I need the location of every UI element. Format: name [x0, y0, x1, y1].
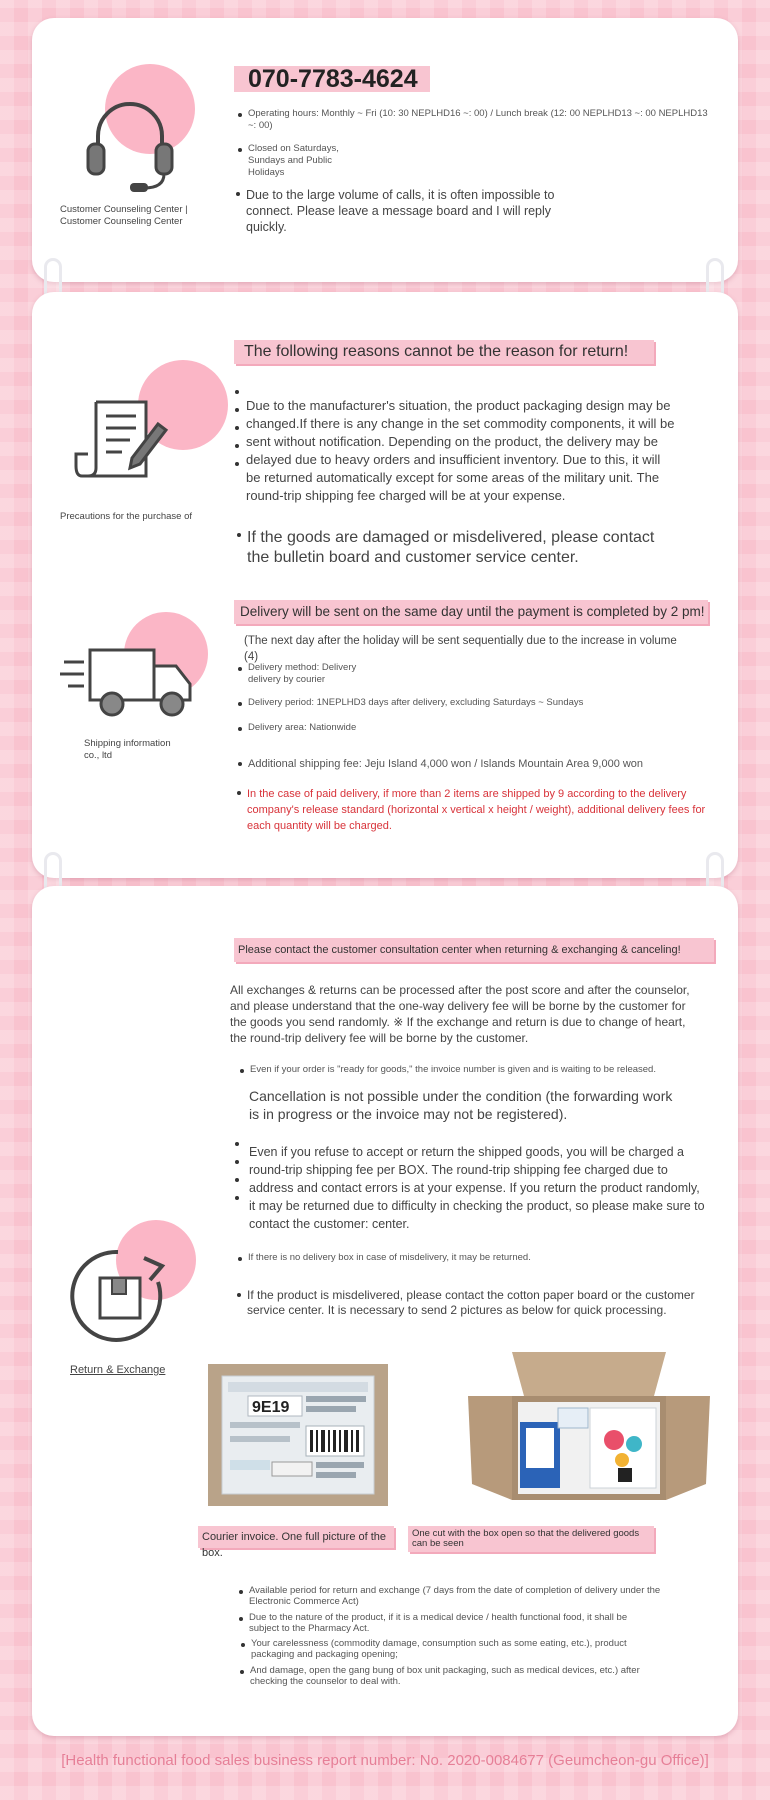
bullet-column [235, 390, 239, 480]
return-period: Available period for return and exchange (7 days from the date of completion of delivery under the Electronic Commerce Act) [249, 1585, 669, 1607]
delivery-period: Delivery period: 1NEPLHD3 days after delivery, excluding Saturdays ~ Sundays [248, 697, 688, 709]
returns-intro: All exchanges & returns can be processed after the post score and after the counselor, and please understand that the one-way delivery fee will be borne by the customer for the goods you send randomly. ※ If the exchange and return is due to change of heart, the round-trip delivery fee will be borne by the customer. [230, 983, 690, 1045]
truck-icon [60, 644, 200, 720]
shipping-heading: Delivery will be sent on the same day until the payment is completed by 2 pm! [234, 600, 708, 624]
counseling-caption: Customer Counseling Center | Customer Counseling Center [60, 204, 188, 227]
precautions-caption: Precautions for the purchase of [60, 511, 193, 522]
carelessness-note: Your carelessness (commodity damage, consumption such as some eating, etc.), product packaging and packaging opening; [251, 1638, 641, 1660]
ready-note: Even if your order is "ready for goods," the invoice number is given and is waiting to be released. [250, 1064, 710, 1076]
photo2-caption: One cut with the box open so that the delivered goods can be seen [408, 1526, 654, 1552]
manufacturer-note: Due to the manufacturer's situation, the product packaging design may be changed.If there is any change in the set commodity components, it will be sent without notification. Depending on the product, the delivery may be delayed due to heavy orders and insufficient inventory. Due to this, it will be returned automatically except for some areas of the military unit. The round-trip shipping fee charged will be at your expense. [246, 398, 675, 503]
no-box-note: If there is no delivery box in case of misdelivery, it may be returned. [248, 1252, 688, 1264]
call-volume-note: Due to the large volume of calls, it is often impossible to connect. Please leave a message board and I will reply quickly. [246, 187, 586, 235]
phone-number: 070-7783-4624 [234, 66, 430, 92]
holiday-note: (The next day after the holiday will be sent sequentially due to the increase in volume (4) [244, 635, 677, 663]
document-pen-icon [74, 396, 174, 486]
delivery-method: Delivery method: Delivery delivery by courier [248, 662, 357, 685]
additional-fee: Additional shipping fee: Jeju Island 4,000 won / Islands Mountain Area 9,000 won [248, 757, 688, 771]
business-report-footer: [Health functional food sales business report number: No. 2020-0084677 (Geumcheon-gu Office)] [61, 1752, 709, 1769]
medical-note: Due to the nature of the product, if it is a medical device / health functional food, it shall be subject to the Pharmacy Act. [249, 1612, 628, 1634]
misdeliver-note: If the product is misdelivered, please contact the cotton paper board or the customer service center. It is necessary to send 2 pictures as below for quick processing. [247, 1288, 707, 1318]
precautions-card [32, 292, 738, 878]
photo1-caption: Courier invoice. One full picture of the box. [198, 1526, 394, 1548]
precautions-heading: The following reasons cannot be the reason for return! [234, 340, 654, 364]
damaged-goods-note: If the goods are damaged or misdelivered, please contact the bulletin board and customer service center. [247, 528, 677, 568]
invoice-code: 9E19 [252, 1399, 290, 1416]
headset-icon [80, 96, 180, 200]
counseling-card [32, 18, 738, 282]
paid-delivery-note: In the case of paid delivery, if more than 2 items are shipped by 9 according to the delivery company's release standard (horizontal x vertical x height / weight), additional delivery fees for each quantity will be charged. [247, 788, 706, 832]
returns-card [32, 886, 738, 1736]
operating-hours: Operating hours: Monthly ~ Fri (10: 30 NEPLHD16 ~: 00) / Lunch break (12: 00 NEPLHD13 ~: 00 NEPLHD13 ~: 00) [248, 108, 708, 131]
invoice-photo [208, 1364, 388, 1506]
delivery-area: Delivery area: Nationwide [248, 722, 357, 733]
opened-box-photo [468, 1352, 710, 1508]
damage-note: And damage, open the gang bung of box unit packaging, such as medical devices, etc.) after checking the counselor to deal with. [250, 1665, 670, 1687]
shipping-caption: Shipping information co., ltd [84, 738, 171, 761]
bullet-column [235, 1142, 239, 1214]
returns-heading: Please contact the customer consultation center when returning & exchanging & canceling! [234, 938, 714, 962]
refuse-note: Even if you refuse to accept or return the shipped goods, you will be charged a round-trip shipping fee per BOX. The round-trip shipping fee charged due to address and contact errors is at your expense. If you return the product randomly, it may be returned due to difficulty in checking the product, so please make sure to contact the customer: center. [249, 1145, 705, 1231]
returns-caption: Return & Exchange [70, 1364, 166, 1376]
closed-days: Closed on Saturdays, Sundays and Public Holidays [248, 143, 368, 179]
cancel-note: Cancellation is not possible under the condition (the forwarding work is in progress or the invoice may not be registered). [249, 1088, 673, 1122]
return-box-icon [68, 1244, 172, 1348]
